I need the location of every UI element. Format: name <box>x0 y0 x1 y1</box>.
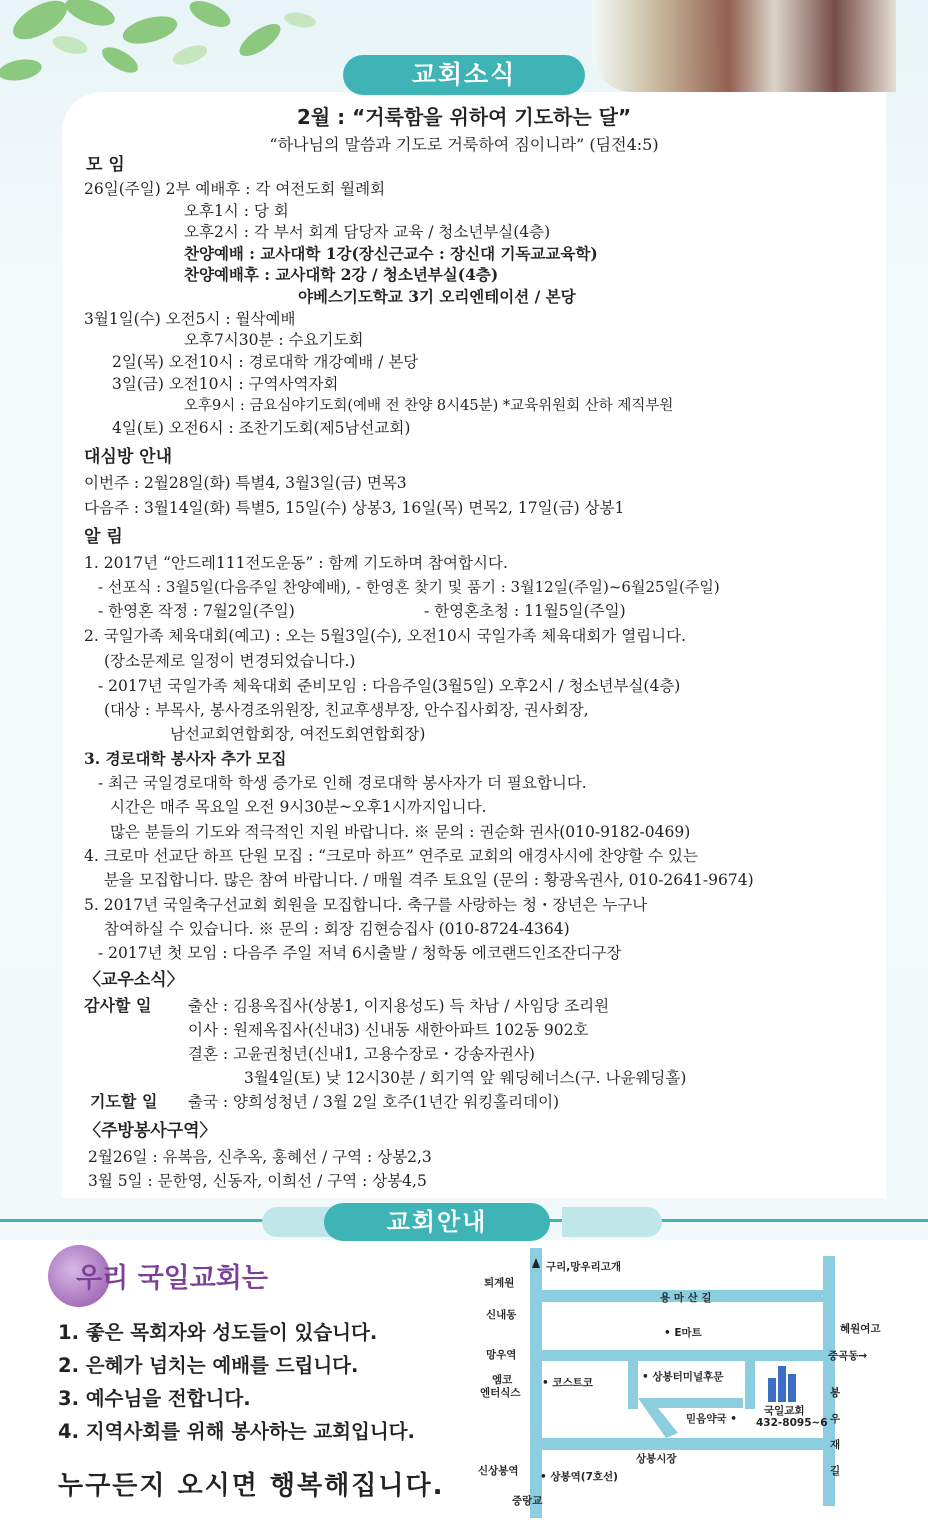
notice-line: - 2017년 첫 모임 : 다음주 주일 저녁 6시출발 / 청학동 에코랜드인조잔디구장 <box>98 944 622 962</box>
meetings-heading: 모 임 <box>86 155 125 175</box>
map-label: 믿음약국 • <box>686 1413 737 1425</box>
notice-line: 남선교회연합회장, 여전도회연합회장) <box>170 725 426 743</box>
map-label: 엠코 <box>492 1374 513 1386</box>
map-label: 엔터식스 <box>480 1387 521 1399</box>
map-label: 망우역 <box>486 1349 517 1361</box>
meeting-line: 오후2시 : 각 부서 회계 담당자 교육 / 청소년부실(4층) <box>184 223 551 241</box>
map-label: • 상봉터미널후문 <box>642 1371 724 1383</box>
map-label: 중랑교 <box>512 1495 543 1507</box>
map-label: • 상봉역(7호선) <box>540 1471 618 1483</box>
notice-line: - 최근 국일경로대학 학생 증가로 인해 경로대학 봉사자가 더 필요합니다. <box>98 774 587 792</box>
map-label: 용 마 산 길 <box>660 1292 712 1304</box>
section-title-news: 교회소식 <box>343 55 585 95</box>
map-label: 퇴계원 <box>484 1277 515 1289</box>
map-label: 길 <box>830 1465 841 1477</box>
notice-line: (대상 : 부목사, 봉사경조위원장, 친교후생부장, 안수집사회장, 권사회장, <box>104 701 589 719</box>
map-label: 혜원여고 <box>840 1323 881 1335</box>
meeting-line: 오후9시 : 금요심야기도회(예배 전 찬양 8시45분) *교육위원회 산하 제직부원 <box>184 398 674 414</box>
guide-item: 3. 예수님을 전합니다. <box>58 1387 251 1410</box>
visits-heading: 대심방 안내 <box>84 447 173 467</box>
map-label: 상봉시장 <box>636 1453 677 1465</box>
meeting-line: 오후1시 : 당 회 <box>184 202 289 220</box>
notice-line: 많은 분들의 기도와 적극적인 지원 바랍니다. ※ 문의 : 권순화 권사(010-9182-0469) <box>110 823 691 841</box>
notice-line: - 선포식 : 3월5일(다음주일 찬양예배), - 한영혼 찾기 및 품기 : 3월12일(주일)~6월25일(주일) <box>98 578 720 596</box>
guide-item: 4. 지역사회를 위해 봉사하는 교회입니다. <box>58 1420 415 1443</box>
meeting-line: 야베스기도학교 3기 오리엔테이션 / 본당 <box>298 287 576 306</box>
kitchen-heading: 〈주방봉사구역〉 <box>84 1121 217 1141</box>
pray-line: 출국 : 양희성청년 / 3월 2일 호주(1년간 워킹홀리데이) <box>188 1093 560 1111</box>
notice-line: 3. 경로대학 봉사자 추가 모집 <box>84 749 287 768</box>
map-label: 재 <box>830 1439 841 1451</box>
member-news-line: 결혼 : 고윤권청년(신내1, 고용수장로・강송자권사) <box>188 1045 535 1063</box>
notice-line: - 한영혼 작정 : 7월2일(주일) <box>98 602 295 620</box>
church-building-icon <box>768 1366 796 1402</box>
notice-line: 분을 모집합니다. 많은 참여 바랍니다. / 매월 격주 토요일 (문의 : 황광옥권사, 010-2641-9674) <box>104 871 754 889</box>
meeting-line: 2일(목) 오전10시 : 경로대학 개강예배 / 본당 <box>112 353 419 371</box>
map-label: 봉 <box>830 1387 841 1399</box>
map-label: 신상봉역 <box>478 1465 519 1477</box>
section-title-guide: 교회안내 <box>324 1203 550 1241</box>
meeting-line: 26일(주일) 2부 예배후 : 각 여전도회 월례회 <box>84 180 386 198</box>
guide-item: 1. 좋은 목회자와 성도들이 있습니다. <box>58 1321 378 1344</box>
map-label: • E마트 <box>664 1327 702 1339</box>
map-label: 432-8095~6 <box>756 1417 828 1429</box>
guide-item: 2. 은혜가 넘치는 예배를 드립니다. <box>58 1354 359 1377</box>
kitchen-line: 3월 5일 : 문한영, 신동자, 이희선 / 구역 : 상봉4,5 <box>88 1172 427 1190</box>
monthly-theme: 2월 : “거룩함을 위하여 기도하는 달” <box>296 105 632 129</box>
map-label: 국일교회 <box>764 1405 805 1417</box>
notices-heading: 알 림 <box>84 527 123 547</box>
notice-line: 1. 2017년 “안드레111전도운동” : 함께 기도하며 참여합시다. <box>84 554 508 572</box>
map-label: 신내동 <box>486 1309 517 1321</box>
choir-photo <box>592 0 896 92</box>
notice-line: - 한영혼초청 : 11월5일(주일) <box>424 602 626 620</box>
map-label: 구리,망우리고개 <box>546 1261 621 1273</box>
notice-line: 2. 국일가족 체육대회(예고) : 오는 5월3일(수), 오전10시 국일가족 체육대회가 열립니다. <box>84 627 687 645</box>
meeting-line: 3일(금) 오전10시 : 구역사역자회 <box>112 375 339 393</box>
meeting-line: 오후7시30분 : 수요기도회 <box>184 331 364 349</box>
member-news-line: 출산 : 김용옥집사(상봉1, 이지용성도) 득 차남 / 사임당 조리원 <box>188 997 610 1015</box>
meeting-line: 찬양예배후 : 교사대학 2강 / 청소년부실(4층) <box>184 265 499 284</box>
pray-label: 기도할 일 <box>90 1092 158 1111</box>
pill-decoration-right <box>562 1207 662 1237</box>
guide-heading: 우리 국일교회는 <box>76 1263 268 1294</box>
member-news-line: 이사 : 원제옥집사(신내3) 신내동 새한아파트 102동 902호 <box>188 1021 589 1039</box>
visit-line: 다음주 : 3월14일(화) 특별5, 15일(수) 상봉3, 16일(목) 면목2, 17일(금) 상봉1 <box>84 499 625 517</box>
notice-line: 5. 2017년 국일축구선교회 회원을 모집합니다. 축구를 사랑하는 청・장년은 누구나 <box>84 896 648 914</box>
notice-line: 4. 크로마 선교단 하프 단원 모집 : “크로마 하프” 연주로 교회의 애경사시에 찬양할 수 있는 <box>84 847 698 865</box>
location-map <box>478 1248 888 1528</box>
visit-line: 이번주 : 2월28일(화) 특별4, 3월3일(금) 면목3 <box>84 474 407 492</box>
notice-line: 시간은 매주 목요일 오전 9시30분~오후1시까지입니다. <box>110 798 487 816</box>
kitchen-line: 2월26일 : 유복음, 신추옥, 홍혜선 / 구역 : 상봉2,3 <box>88 1148 432 1166</box>
map-label: • 코스트코 <box>542 1377 593 1389</box>
map-label: 중곡동→ <box>828 1350 868 1362</box>
thanks-label: 감사할 일 <box>84 996 152 1015</box>
bible-verse: “하나님의 말씀과 기도로 거룩하여 짐이니라” (딤전4:5) <box>269 135 659 154</box>
meeting-line: 4일(토) 오전6시 : 조찬기도회(제5남선교회) <box>112 419 411 437</box>
slogan: 누구든지 오시면 행복해집니다. <box>58 1471 445 1501</box>
meeting-line: 3월1일(수) 오전5시 : 월삭예배 <box>84 310 296 328</box>
members-news-heading: 〈교우소식〉 <box>84 970 184 990</box>
notice-line: (장소문제로 일정이 변경되었습니다.) <box>104 652 356 670</box>
member-news-line: 3월4일(토) 낮 12시30분 / 회기역 앞 웨딩헤너스(구. 나윤웨딩홀) <box>244 1069 687 1087</box>
notice-line: 참여하실 수 있습니다. ※ 문의 : 회장 김현승집사 (010-8724-4364) <box>104 920 570 938</box>
meeting-line: 찬양예배 : 교사대학 1강(장신근교수 : 장신대 기독교교육학) <box>184 244 598 263</box>
notice-line: - 2017년 국일가족 체육대회 준비모임 : 다음주일(3월5일) 오후2시 / 청소년부실(4층) <box>98 677 681 695</box>
map-label: 우 <box>830 1413 841 1425</box>
